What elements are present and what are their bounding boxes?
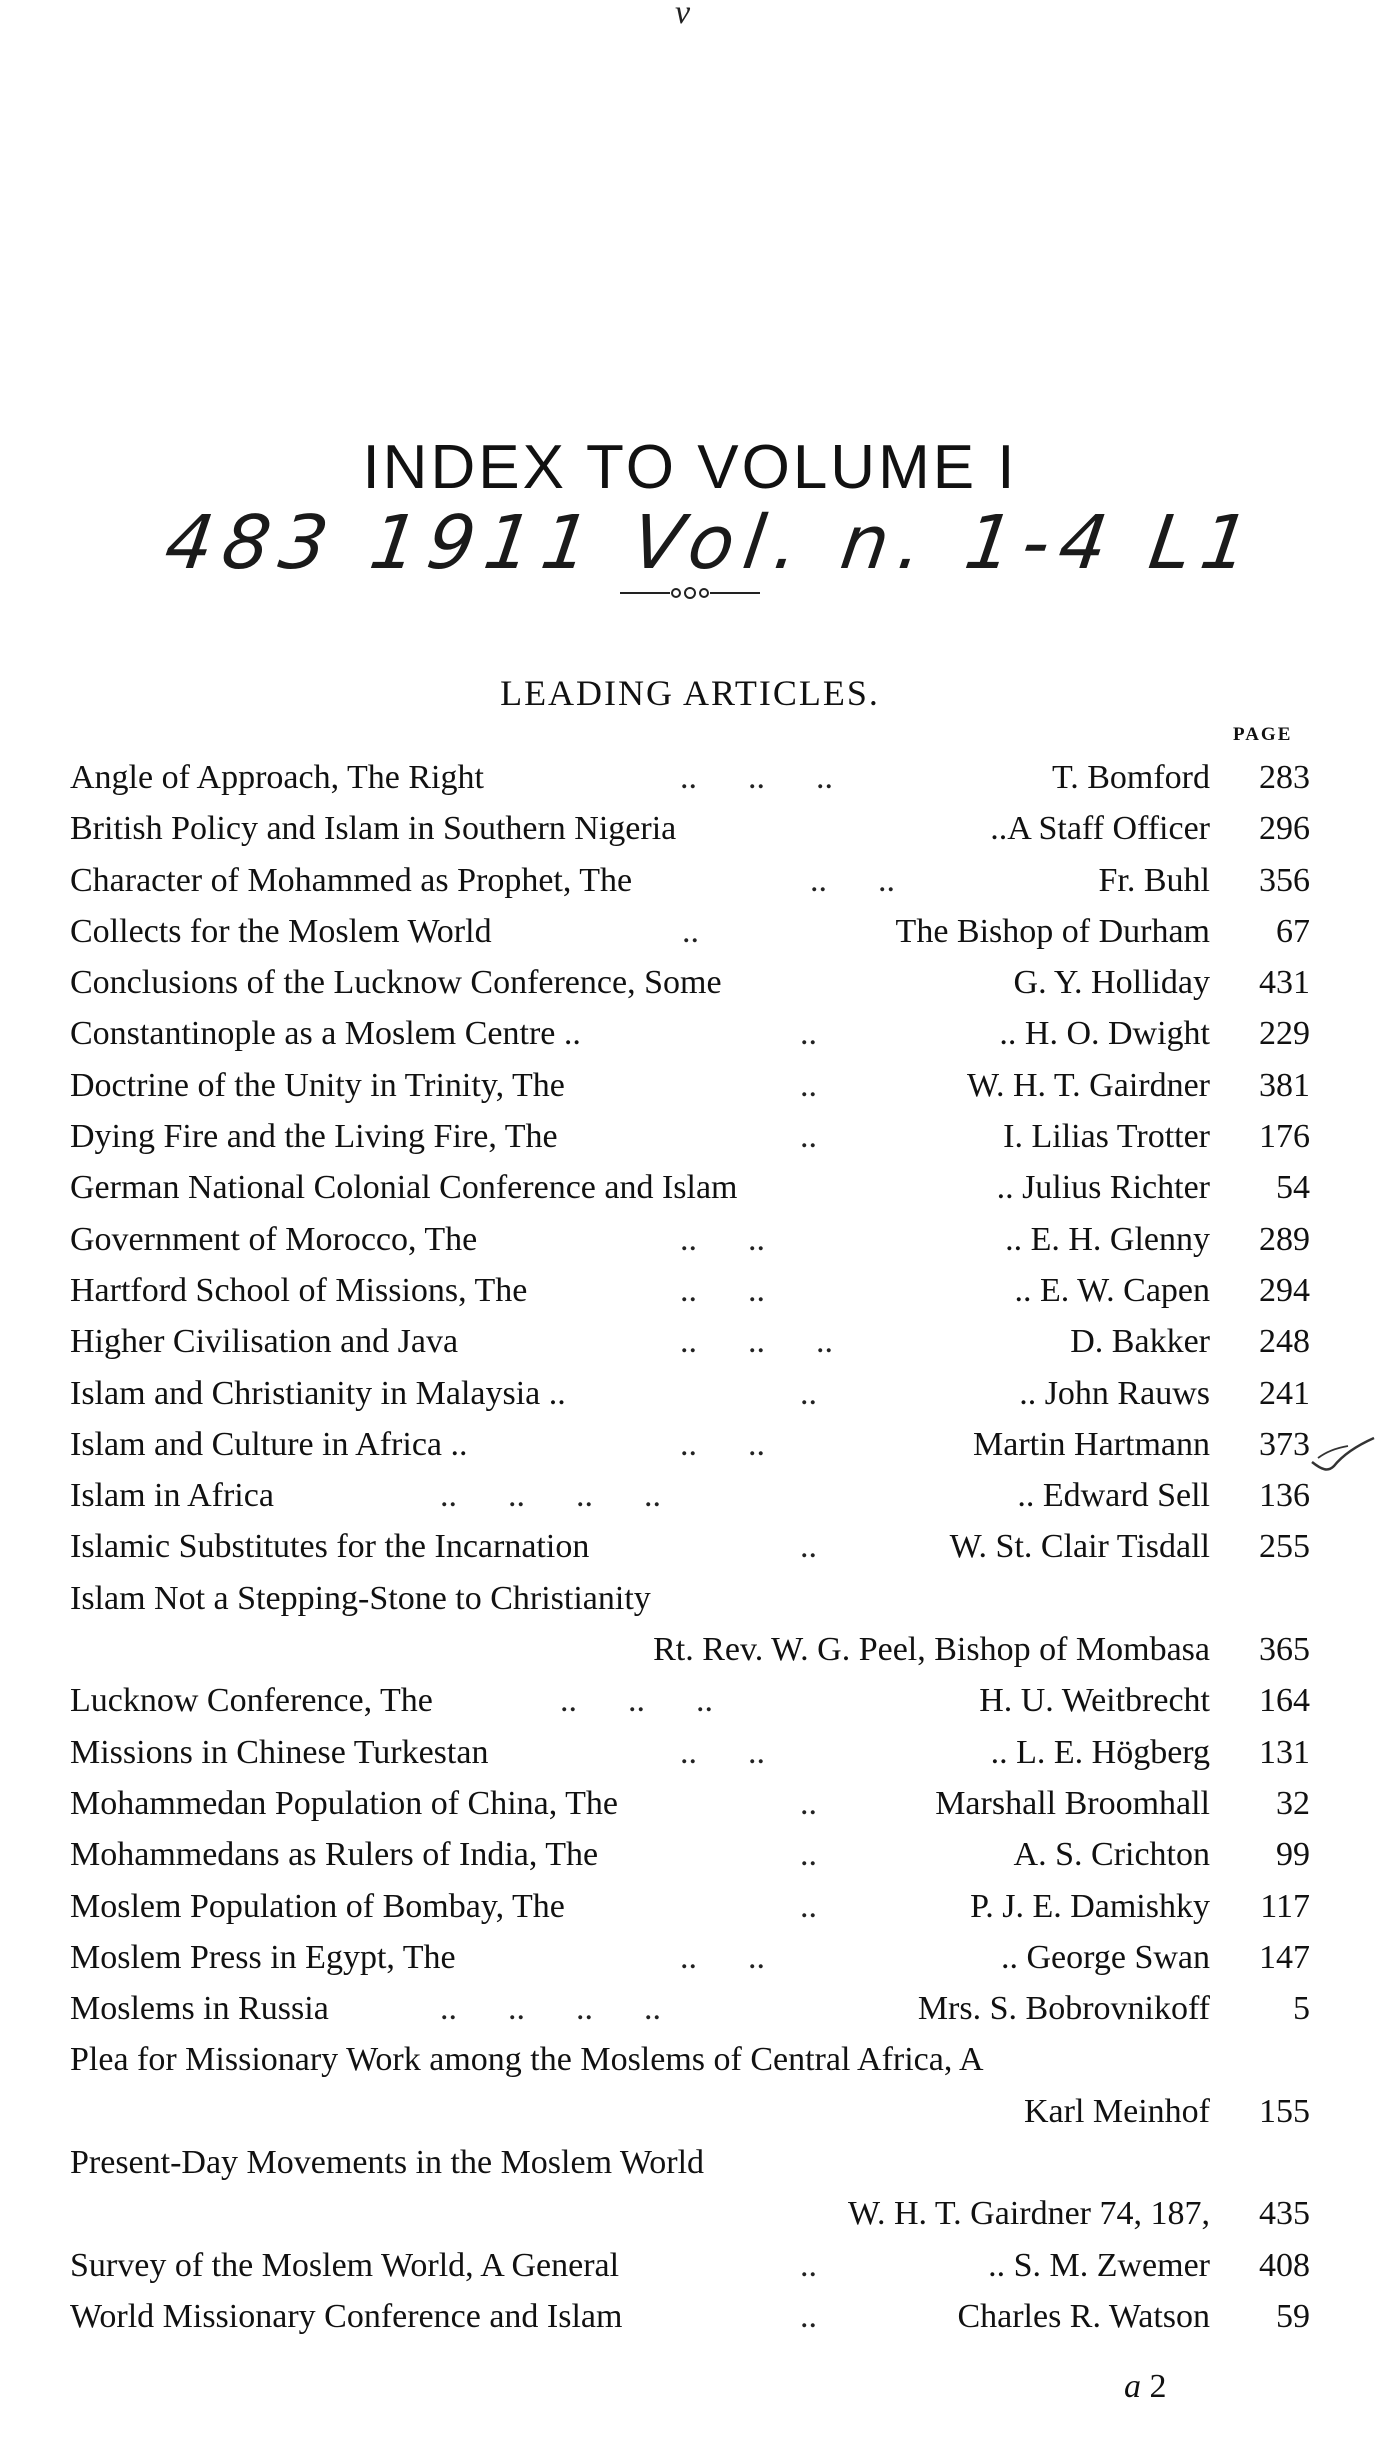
entry-author: .. H. O. Dwight <box>999 1015 1210 1053</box>
entry-title: Mohammedans as Rulers of India, The <box>70 1836 599 1874</box>
entry-title: Angle of Approach, The Right <box>70 759 484 796</box>
entry-title: British Policy and Islam in Southern Nigeria <box>70 810 677 848</box>
index-entry <box>70 1778 1310 1829</box>
entry-title: World Missionary Conference and Islam <box>70 2297 623 2335</box>
entry-page: 283 <box>1259 759 1310 796</box>
entry-page: 67 <box>1276 912 1310 950</box>
entry-page: 255 <box>1259 1528 1310 1566</box>
entry-author: Rt. Rev. W. G. Peel, Bishop of Mombasa <box>653 1631 1210 1669</box>
entries-list <box>70 752 1310 2342</box>
ornament-divider <box>620 586 760 600</box>
entry-title: Higher Civilisation and Java <box>70 1323 459 1361</box>
entry-page: 136 <box>1259 1477 1310 1515</box>
entry-page: 241 <box>1259 1374 1310 1412</box>
dot-leader: .. <box>800 1374 817 1412</box>
entry-page: 356 <box>1259 861 1310 899</box>
entry-author: D. Bakker <box>1070 1323 1210 1361</box>
index-entry <box>70 1265 1310 1316</box>
entry-author: Charles R. Watson <box>957 2297 1210 2335</box>
entry-title: Doctrine of the Unity in Trinity, The <box>70 1066 565 1104</box>
entry-page: 176 <box>1259 1118 1310 1156</box>
entry-page: 117 <box>1260 1887 1310 1925</box>
dot-leader: .. <box>800 1118 817 1156</box>
entry-title: Conclusions of the Lucknow Conference, Some <box>70 964 722 1002</box>
entry-page: 431 <box>1259 964 1310 1002</box>
index-entry <box>70 1162 1310 1213</box>
index-entry <box>70 1008 1310 1059</box>
index-entry <box>70 1983 1310 2034</box>
page-number <box>1124 2368 1167 2406</box>
dot-leader: .. .. <box>680 1938 765 1976</box>
entry-author: T. Bomford <box>1051 759 1210 796</box>
entry-author: .. E. H. Glenny <box>1005 1220 1210 1258</box>
entry-author: .. L. E. Högberg <box>990 1733 1210 1771</box>
entry-author: Fr. Buhl <box>1098 861 1210 899</box>
check-mark-icon <box>1308 1432 1378 1478</box>
dot-leader: .. <box>800 1836 817 1874</box>
entry-title: Collects for the Moslem World <box>70 912 492 950</box>
entry-page: 5 <box>1293 1990 1310 2028</box>
dot-leader: .. <box>800 1887 817 1925</box>
index-entry <box>70 1419 1310 1470</box>
dot-leader: .. <box>800 2246 817 2284</box>
dot-leader: .. .. <box>680 1733 765 1771</box>
dot-leader: .. .. <box>810 861 895 899</box>
entry-page: 147 <box>1259 1938 1310 1976</box>
index-entry <box>70 1573 1310 1676</box>
handwritten-note: 483 1911 Vol. n. 1-4 L1 <box>159 500 1265 586</box>
entry-author: The Bishop of Durham <box>895 912 1210 950</box>
index-entry <box>70 2034 1310 2137</box>
section-heading: LEADING ARTICLES. <box>500 673 880 713</box>
index-entry <box>70 957 1310 1008</box>
entry-page: 296 <box>1259 810 1310 848</box>
entry-author: .. E. W. Capen <box>1014 1271 1210 1309</box>
index-entry <box>70 803 1310 854</box>
entry-page: 155 <box>1259 2092 1310 2130</box>
dot-leader: .. .. <box>680 1220 765 1258</box>
entry-author: I. Lilias Trotter <box>1003 1118 1210 1156</box>
entry-author: W. H. T. Gairdner <box>967 1066 1210 1104</box>
index-entry <box>70 1316 1310 1367</box>
index-entry <box>70 2137 1310 2240</box>
dot-leader: .. .. <box>680 1425 765 1463</box>
entry-author: W. H. T. Gairdner 74, 187, <box>848 2195 1210 2233</box>
entry-page: 99 <box>1276 1836 1310 1874</box>
entry-author: P. J. E. Damishky <box>970 1887 1210 1925</box>
index-entry <box>70 2240 1310 2291</box>
entry-title: Constantinople as a Moslem Centre .. <box>70 1015 581 1053</box>
index-entry <box>70 1881 1310 1932</box>
entry-title: Dying Fire and the Living Fire, The <box>70 1118 558 1156</box>
entry-title: Survey of the Moslem World, A General <box>70 2246 620 2284</box>
entry-author: Marshall Broomhall <box>935 1784 1210 1822</box>
entry-page: 32 <box>1276 1784 1310 1822</box>
index-entry <box>70 752 1310 803</box>
entry-title: Hartford School of Missions, The <box>70 1271 528 1309</box>
entry-title: Lucknow Conference, The <box>70 1682 433 1720</box>
index-entry <box>70 1111 1310 1162</box>
entry-page: 365 <box>1259 1631 1310 1669</box>
index-entry <box>70 1675 1310 1726</box>
dot-leader: .. .. .. .. <box>440 1477 661 1515</box>
dot-leader: .. <box>800 1066 817 1104</box>
entry-title: Islam and Christianity in Malaysia .. <box>70 1374 566 1412</box>
index-entry <box>70 2291 1310 2342</box>
entry-author: .. Edward Sell <box>1017 1477 1210 1515</box>
entry-page: 381 <box>1259 1066 1310 1104</box>
entry-title: Islam in Africa <box>70 1477 274 1515</box>
dot-leader: .. <box>800 1784 817 1822</box>
entry-title: German National Colonial Conference and Islam <box>70 1169 738 1207</box>
entry-author: .. George Swan <box>1001 1938 1210 1976</box>
index-entry <box>70 1060 1310 1111</box>
dot-leader: .. <box>800 1015 817 1053</box>
entry-title: Moslem Press in Egypt, The <box>70 1938 456 1976</box>
entry-author: Martin Hartmann <box>973 1425 1210 1463</box>
index-entry <box>70 1521 1310 1572</box>
page-number-prefix: a <box>1124 2368 1141 2405</box>
dot-leader: .. .. .. <box>680 759 833 796</box>
entry-title: Plea for Missionary Work among the Moslems of Central Africa, A <box>70 2041 984 2079</box>
page-number-value: 2 <box>1149 2368 1167 2405</box>
entry-page: 54 <box>1276 1169 1310 1207</box>
entry-title: Moslem Population of Bombay, The <box>70 1887 565 1925</box>
dot-leader: .. <box>800 1528 817 1566</box>
entry-author: .. Julius Richter <box>996 1169 1210 1207</box>
entry-author: Mrs. S. Bobrovnikoff <box>917 1990 1210 2028</box>
index-entry <box>70 855 1310 906</box>
dot-leader: .. .. .. <box>680 1323 833 1361</box>
entry-author: ..A Staff Officer <box>990 810 1210 848</box>
entry-title: Character of Mohammed as Prophet, The <box>70 861 633 899</box>
entry-page: 435 <box>1259 2195 1310 2233</box>
dot-leader: .. .. .. <box>560 1682 713 1720</box>
entry-title: Mohammedan Population of China, The <box>70 1784 619 1822</box>
entry-title: Islamic Substitutes for the Incarnation <box>70 1528 590 1566</box>
entry-title: Government of Morocco, The <box>70 1220 478 1258</box>
dot-leader: .. .. <box>680 1271 765 1309</box>
entry-title: Islam and Culture in Africa .. <box>70 1425 468 1463</box>
dot-leader: .. <box>800 2297 817 2335</box>
entry-page: 248 <box>1259 1323 1310 1361</box>
entry-author: .. John Rauws <box>1019 1374 1210 1412</box>
entry-page: 294 <box>1259 1271 1310 1309</box>
entry-author: W. St. Clair Tisdall <box>949 1528 1210 1566</box>
entry-title: Moslems in Russia <box>70 1990 329 2028</box>
page-column-label: PAGE <box>1233 724 1293 745</box>
dot-leader: .. .. .. .. <box>440 1990 661 2028</box>
entry-page: 408 <box>1259 2246 1310 2284</box>
entry-page: 289 <box>1259 1220 1310 1258</box>
index-entry <box>70 1368 1310 1419</box>
entry-author: Karl Meinhof <box>1023 2092 1210 2130</box>
index-entry <box>70 1829 1310 1880</box>
entry-page: 164 <box>1259 1682 1310 1720</box>
entry-author: H. U. Weitbrecht <box>979 1682 1210 1720</box>
entry-title: Missions in Chinese Turkestan <box>70 1733 489 1771</box>
entry-page: 229 <box>1259 1015 1310 1053</box>
top-mark: v <box>675 0 691 31</box>
index-entry <box>70 1727 1310 1778</box>
entry-title: Islam Not a Stepping-Stone to Christianity <box>70 1579 651 1617</box>
entry-page: 131 <box>1259 1733 1310 1771</box>
dot-leader: .. <box>682 912 699 950</box>
entry-author: .. S. M. Zwemer <box>988 2246 1210 2284</box>
entry-author: A. S. Crichton <box>1013 1836 1210 1874</box>
page-title: INDEX TO VOLUME I <box>362 433 1018 502</box>
entry-page: 373 <box>1259 1425 1310 1463</box>
entry-author: G. Y. Holliday <box>1013 964 1210 1002</box>
index-entry <box>70 1470 1310 1521</box>
index-entry <box>70 1932 1310 1983</box>
index-entry <box>70 906 1310 957</box>
entry-page: 59 <box>1276 2297 1310 2335</box>
index-entry <box>70 1214 1310 1265</box>
entry-title: Present-Day Movements in the Moslem World <box>70 2144 705 2182</box>
